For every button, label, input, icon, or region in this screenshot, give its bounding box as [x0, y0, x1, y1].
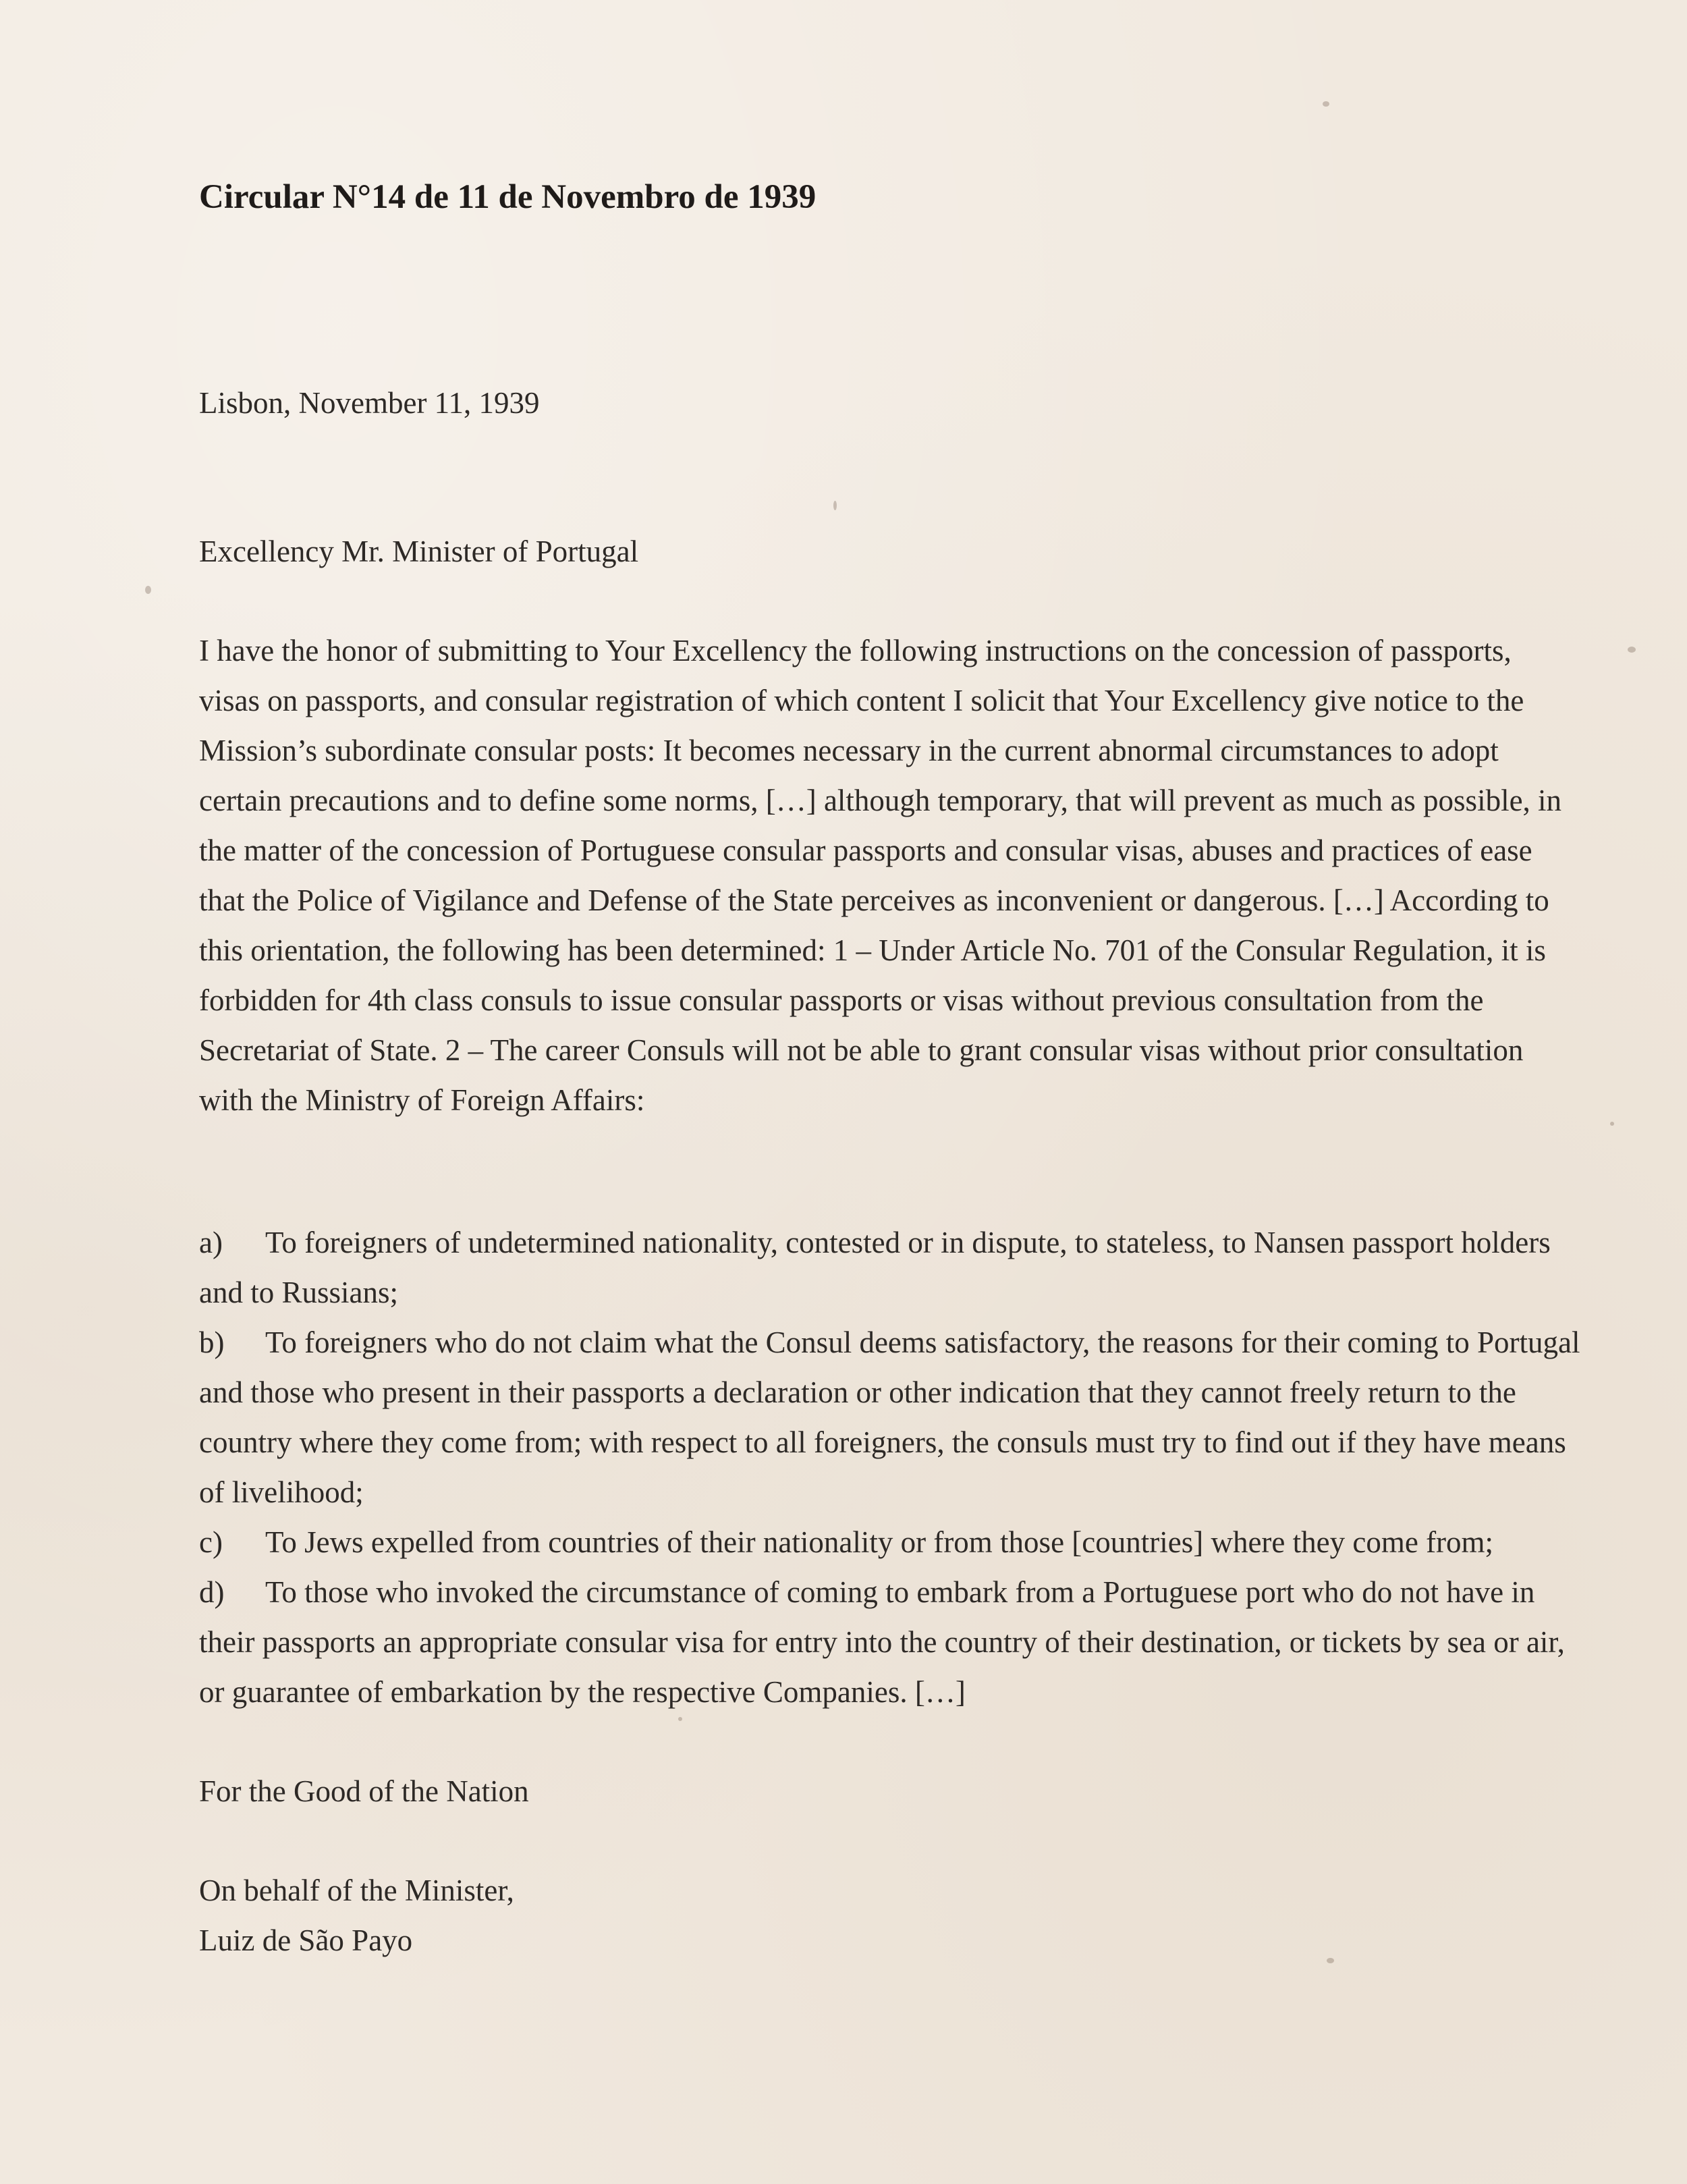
salutation: Excellency Mr. Minister of Portugal — [199, 535, 639, 568]
paper-speck — [678, 1717, 682, 1721]
body-paragraph: I have the honor of submitting to Your Excellency the following instructions on the concession of passports, visas on passports, and consular registration of which content I solicit that Your Excellency give notice to the Mission’s subordinate consular posts: It becomes necessary in the current abnormal circumstances to adopt certain precautions and to define some norms, […] although temporary, that will prevent as much as possible, in the matter of the concession of Portuguese consular passports and consular visas, abuses and practices of ease that the Police of Vigilance and Defense of the State perceives as inconvenient or dangerous. […] According to this orientation, the following has been determined: 1 – Under Article No. 701 of the Consular Regulation, it is forbidden for 4th class consuls to issue consular passports or visas without previous consultation from the Secretariat of State. 2 – The career Consuls will not be able to grant consular visas without prior consultation with the Ministry of Foreign Affairs: — [199, 634, 1562, 1117]
list-item — [199, 1567, 1582, 1717]
closing-line: For the Good of the Nation — [199, 1774, 529, 1808]
list-item — [199, 1218, 1582, 1317]
paper-speck — [1610, 1122, 1614, 1126]
list-item-text: To those who invoked the circumstance of coming to embark from a Portuguese port who do not have in their passports an appropriate consular visa for entry into the country of their destination, or tickets by sea or air, or guarantee of embarkation by the respective Companies. […] — [199, 1575, 1565, 1709]
paper-speck — [1323, 101, 1329, 107]
list-item-text: To foreigners who do not claim what the Consul deems satisfactory, the reasons for their coming to Portugal and those who present in their passports a declaration or other indication that they cannot freely return to the country where they come from; with respect to all foreigners, the consuls must try to find out if they have means of livelihood; — [199, 1326, 1580, 1509]
behalf-line: On behalf of the Minister, — [199, 1874, 514, 1907]
list-marker: d) — [199, 1575, 225, 1609]
list-marker: c) — [199, 1525, 223, 1559]
list-item — [199, 1317, 1582, 1517]
dateline: Lisbon, November 11, 1939 — [199, 386, 540, 420]
list-marker: a) — [199, 1226, 223, 1259]
list-item-text: To foreigners of undetermined nationality, contested or in dispute, to stateless, to Nansen passport holders and to Russians; — [199, 1226, 1551, 1309]
paper-speck — [1327, 1958, 1334, 1963]
document-page — [199, 0, 1582, 2184]
signer-name: Luiz de São Payo — [199, 1923, 413, 1957]
list-marker: b) — [199, 1326, 225, 1359]
list-item-text: To Jews expelled from countries of their nationality or from those [countries] where they come from; — [265, 1525, 1494, 1559]
paper-speck — [145, 586, 151, 594]
restriction-list — [199, 1218, 1582, 1717]
paper-speck — [833, 501, 837, 510]
paper-speck — [1628, 647, 1636, 653]
list-item — [199, 1517, 1582, 1567]
document-title: Circular N°14 de 11 de Novembro de 1939 — [199, 178, 817, 216]
